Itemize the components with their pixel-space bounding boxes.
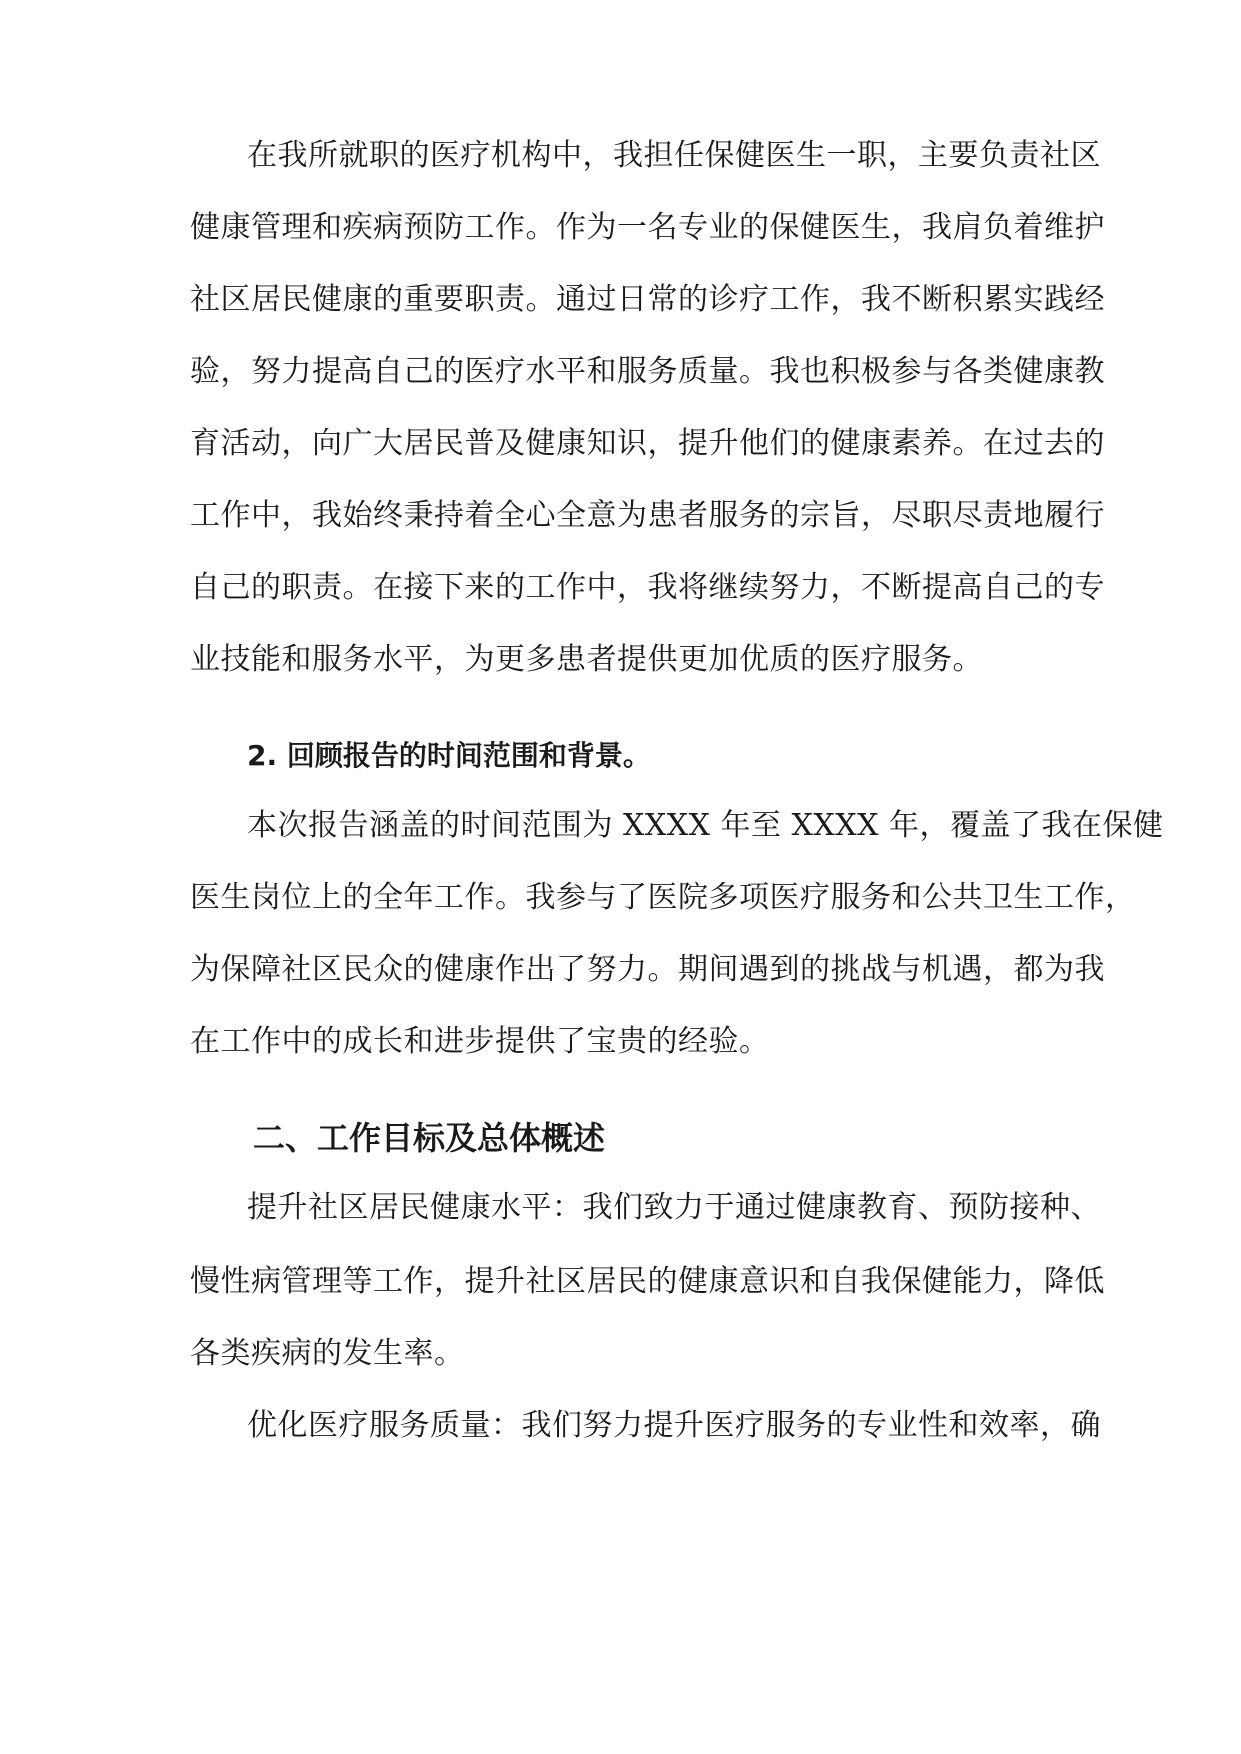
paragraph3-line-2: 慢性病管理等工作，提升社区居民的健康意识和自我保健能力，降低 [190,1264,1105,1299]
paragraph1-line-4: 验，努力提高自己的医疗水平和服务质量。我也积极参与各类健康教 [190,354,1105,389]
paragraph1-line-8: 业技能和服务水平，为更多患者提供更加优质的医疗服务。 [190,642,983,677]
subheading: 2. 回顾报告的时间范围和背景。 [247,739,651,772]
section-heading: 二、工作目标及总体概述 [253,1119,606,1157]
paragraph1-line-1: 在我所就职的医疗机构中，我担任保健医生一职，主要负责社区 [247,138,1101,173]
paragraph2-line-1: 本次报告涵盖的时间范围为 XXXX 年至 XXXX 年，覆盖了我在保健 [247,808,1164,843]
paragraph1-line-6: 工作中，我始终秉持着全心全意为患者服务的宗旨，尽职尽责地履行 [190,498,1105,533]
paragraph3-line-1: 提升社区居民健康水平：我们致力于通过健康教育、预防接种、 [247,1190,1101,1225]
paragraph2-line-2: 医生岗位上的全年工作。我参与了医院多项医疗服务和公共卫生工作， [190,880,1136,915]
paragraph1-line-5: 育活动，向广大居民普及健康知识，提升他们的健康素养。在过去的 [190,426,1105,461]
paragraph4-line-1: 优化医疗服务质量：我们努力提升医疗服务的专业性和效率，确 [247,1408,1101,1443]
paragraph2-line-3: 为保障社区民众的健康作出了努力。期间遇到的挑战与机遇，都为我 [190,952,1105,987]
paragraph2-line-4: 在工作中的成长和进步提供了宝贵的经验。 [190,1024,770,1059]
paragraph1-line-2: 健康管理和疾病预防工作。作为一名专业的保健医生，我肩负着维护 [190,210,1105,245]
paragraph1-line-3: 社区居民健康的重要职责。通过日常的诊疗工作，我不断积累实践经 [190,282,1105,317]
paragraph1-line-7: 自己的职责。在接下来的工作中，我将继续努力，不断提高自己的专 [190,570,1105,605]
paragraph3-line-3: 各类疾病的发生率。 [190,1336,465,1371]
